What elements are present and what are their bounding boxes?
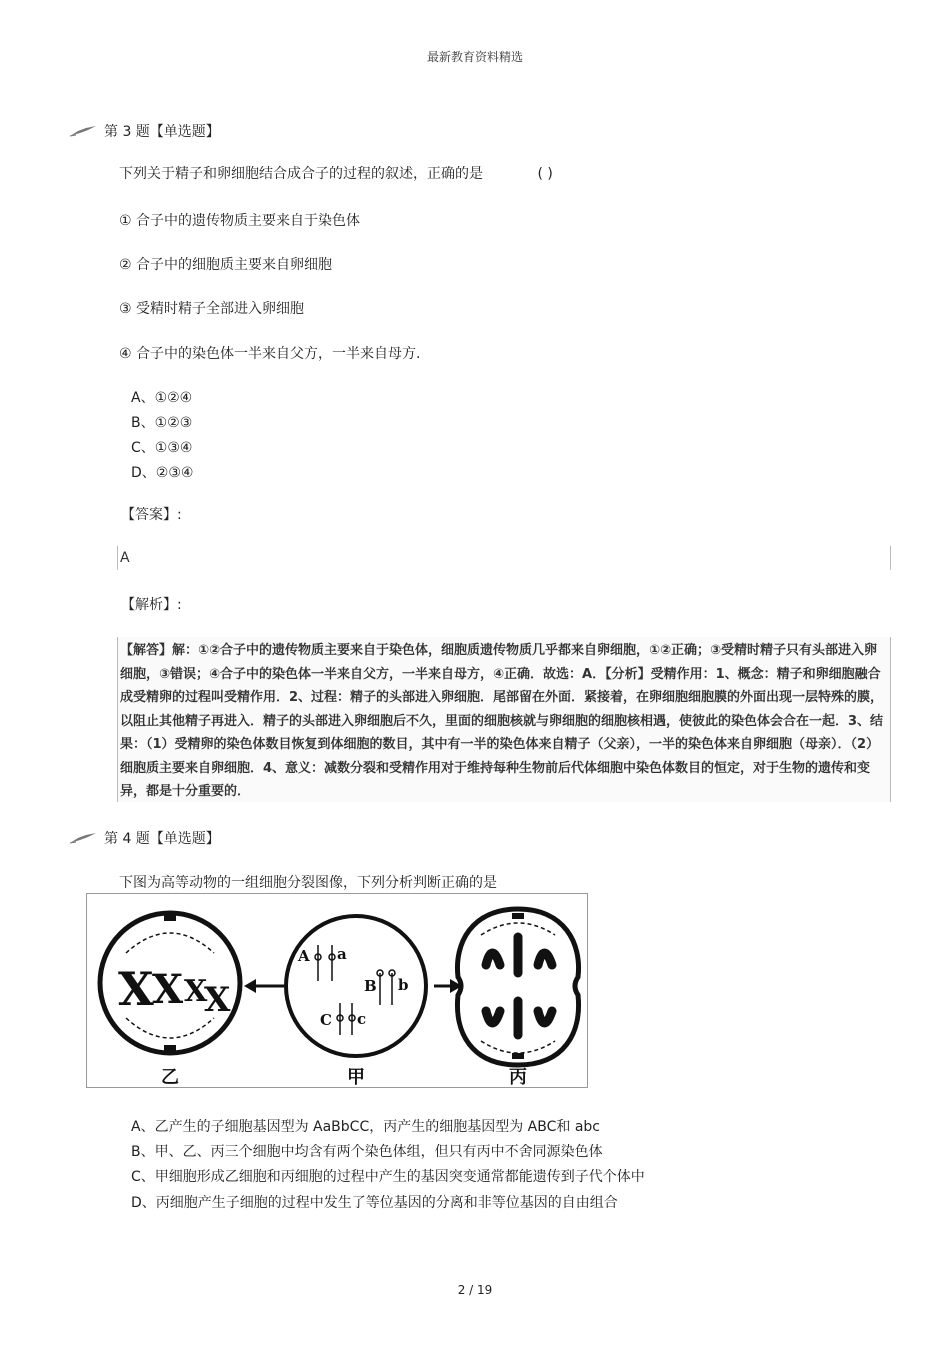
svg-text:X: X	[204, 980, 231, 1020]
gene-label-A: A	[298, 947, 310, 965]
svg-text:X: X	[152, 966, 184, 1013]
analysis-label: 【解析】:	[121, 597, 182, 613]
gene-label-B: B	[364, 977, 377, 995]
question-4-stem: 下图为高等动物的一组细胞分裂图像，下列分析判断正确的是	[119, 875, 497, 891]
page-header: 最新教育资料精选	[426, 50, 523, 64]
answer-label: 【答案】:	[121, 507, 182, 523]
question-3-title: 第 3 题【单选题】	[104, 124, 220, 140]
q3-option-b[interactable]: B、①②③	[131, 415, 193, 431]
q3-option-a[interactable]: A、①②④	[131, 390, 193, 406]
stem-text: 下列关于精子和卵细胞结合成合子的过程的叙述，正确的是	[119, 166, 483, 182]
statement-3: ③ 受精时精子全部进入卵细胞	[119, 301, 305, 317]
cell-division-figure	[86, 893, 588, 1088]
page-number: 2 / 19	[457, 1283, 493, 1297]
q3-option-c[interactable]: C、①③④	[131, 440, 193, 456]
pen-icon	[68, 831, 98, 845]
figure-label-yi: 乙	[161, 1067, 179, 1088]
statement-2: ② 合子中的细胞质主要来自卵细胞	[119, 257, 333, 273]
analysis-text: 【解答】解：①②合子中的遗传物质主要来自于染色体，细胞质遗传物质几乎都来自卵细胞，①②正确；③受精时精子只有头部进入卵细胞，③错误；④合子中的染色体一半来自父方，一半来自母方，④正确．故选：A．【分析】受精作用：1、概念：精子和卵细胞融合成受精卵的过程叫受精作用．2、过程：精子的头部进入卵细胞．尾部留在外面．紧接着，在卵细胞细胞膜的外面出现一层特殊的膜，以阻止其他精子再进入．精子的头部进入卵细胞后不久，里面的细胞核就与卵细胞的细胞核相遇，使彼此的染色体会合在一起．3、结果：（1）受精卵的染色体数目恢复到体细胞的数目，其中有一半的染色体来自精子（父亲），一半的染色体来自卵细胞（母亲）．（2）细胞质主要来自卵细胞．4、意义：减数分裂和受精作用对于维持每种生物前后代体细胞中染色体数目的恒定，对于生物的遗传和变异，都是十分重要的．	[120, 643, 884, 799]
answer-box	[117, 546, 891, 570]
q4-option-c[interactable]: C、甲细胞形成乙细胞和丙细胞的过程中产生的基因突变通常都能遗传到子代个体中	[131, 1169, 645, 1185]
answer-paren: ( )	[537, 166, 553, 182]
gene-label-a: a	[337, 945, 347, 963]
answer-value: A	[120, 550, 130, 566]
q4-option-b[interactable]: B、甲、乙、丙三个细胞中均含有两个染色体组，但只有丙中不舍同源染色体	[131, 1144, 603, 1160]
question-4-heading	[68, 828, 220, 848]
gene-label-b: b	[398, 976, 409, 994]
svg-text:X: X	[184, 974, 208, 1009]
analysis-box	[117, 637, 891, 802]
svg-text:X: X	[118, 962, 154, 1016]
gene-label-C: C	[320, 1011, 332, 1029]
gene-label-c: c	[357, 1010, 367, 1028]
q4-option-a[interactable]: A、乙产生的子细胞基因型为 AaBbCC，丙产生的细胞基因型为 ABC和 abc	[131, 1119, 600, 1135]
statement-1: ① 合子中的遗传物质主要来自于染色体	[119, 213, 360, 229]
q3-option-d[interactable]: D、②③④	[131, 465, 194, 481]
figure-label-bing: 丙	[509, 1067, 527, 1088]
question-4-title: 第 4 题【单选题】	[104, 831, 220, 847]
pen-icon	[68, 124, 98, 138]
question-3-heading	[68, 121, 220, 141]
q4-option-d[interactable]: D、丙细胞产生子细胞的过程中发生了等位基因的分离和非等位基因的自由组合	[131, 1195, 618, 1211]
question-3-stem	[119, 163, 553, 183]
statement-4: ④ 合子中的染色体一半来自父方，一半来自母方.	[119, 346, 421, 362]
figure-label-jia: 甲	[347, 1067, 365, 1088]
